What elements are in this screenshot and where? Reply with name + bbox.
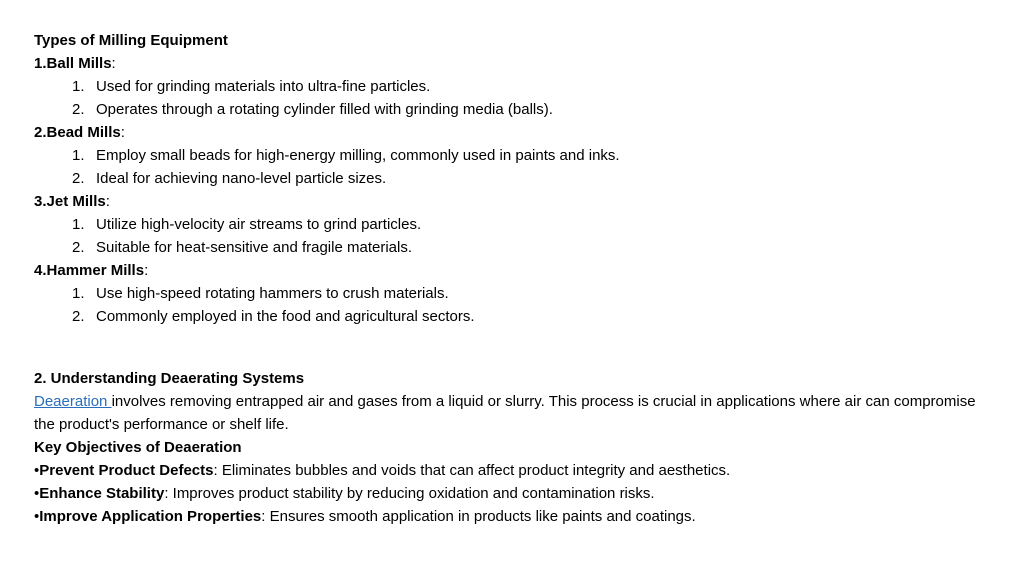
mill-colon: : (120, 124, 125, 141)
mill-type-jet (34, 190, 994, 213)
mill-index: 2. (34, 124, 47, 141)
mill-type-hammer (34, 259, 994, 282)
deaeration-heading: 2. Understanding Deaerating Systems (34, 370, 305, 387)
item-number: 1. (72, 78, 85, 95)
mill-name: Hammer Mills (46, 262, 145, 279)
item-text: Utilize high-velocity air streams to grind particles. (96, 216, 422, 233)
list-item (34, 236, 994, 259)
milling-title: Types of Milling Equipment (34, 32, 228, 49)
item-number: 1. (72, 216, 85, 233)
objective-label: Improve Application Properties (39, 508, 262, 525)
bullet-icon: • (34, 508, 40, 525)
item-text: Employ small beads for high-energy milling, commonly used in paints and inks. (96, 147, 620, 164)
list-item (34, 282, 994, 305)
item-number: 1. (72, 285, 85, 302)
mill-colon: : (111, 55, 116, 72)
item-text: Operates through a rotating cylinder filled with grinding media (balls). (96, 101, 553, 118)
list-item (34, 144, 994, 167)
item-text: Used for grinding materials into ultra-fine particles. (96, 78, 431, 95)
mill-colon: : (144, 262, 149, 279)
item-text: Suitable for heat-sensitive and fragile materials. (96, 239, 412, 256)
mill-type-bead (34, 121, 994, 144)
mill-index: 1. (34, 55, 47, 72)
objective-label: Enhance Stability (39, 485, 165, 502)
objective-text: : Ensures smooth application in products like paints and coatings. (261, 508, 696, 525)
item-number: 2. (72, 170, 85, 187)
mill-index: 3. (34, 193, 47, 210)
item-text: Commonly employed in the food and agricultural sectors. (96, 308, 475, 325)
bullet-icon: • (34, 485, 40, 502)
deaeration-link[interactable]: Deaeration (34, 393, 112, 410)
objective-item (34, 505, 994, 528)
list-item (34, 305, 994, 328)
mill-colon: : (105, 193, 110, 210)
item-number: 2. (72, 101, 85, 118)
item-number: 2. (72, 308, 85, 325)
deaeration-section (34, 367, 994, 528)
list-item (34, 98, 994, 121)
objective-item (34, 459, 994, 482)
item-text: Use high-speed rotating hammers to crush materials. (96, 285, 449, 302)
item-number: 2. (72, 239, 85, 256)
item-number: 1. (72, 147, 85, 164)
objective-text: : Improves product stability by reducing oxidation and contamination risks. (164, 485, 655, 502)
deaeration-intro-text: involves removing entrapped air and gases from a liquid or slurry. This process is crucial in applications where air can compromise the product's performance or shelf life. (34, 393, 976, 433)
mill-name: Jet Mills (46, 193, 106, 210)
bullet-icon: • (34, 462, 40, 479)
mill-name: Bead Mills (46, 124, 121, 141)
objectives-heading: Key Objectives of Deaeration (34, 439, 242, 456)
deaeration-intro (34, 390, 994, 436)
milling-section (34, 29, 994, 328)
list-item (34, 167, 994, 190)
objective-text: : Eliminates bubbles and voids that can affect product integrity and aesthetics. (213, 462, 731, 479)
objective-label: Prevent Product Defects (39, 462, 214, 479)
item-text: Ideal for achieving nano-level particle sizes. (96, 170, 387, 187)
objective-item (34, 482, 994, 505)
mill-name: Ball Mills (46, 55, 112, 72)
mill-index: 4. (34, 262, 47, 279)
list-item (34, 75, 994, 98)
mill-type-ball (34, 52, 994, 75)
list-item (34, 213, 994, 236)
